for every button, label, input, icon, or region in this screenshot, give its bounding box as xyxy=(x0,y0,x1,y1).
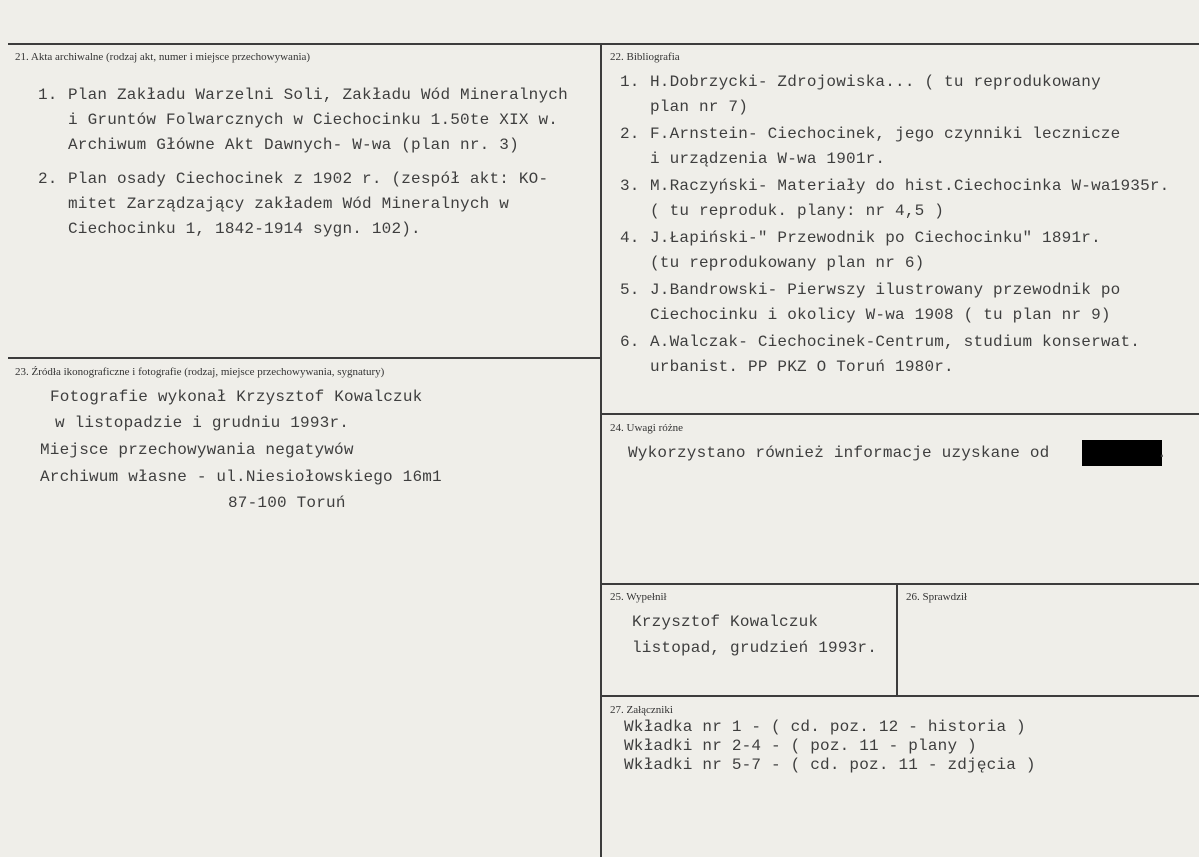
center-divider xyxy=(600,43,602,857)
photo-sources-line-3: Miejsce przechowywania negatywów xyxy=(40,441,354,459)
bibliography-item-2: 2. F.Arnstein- Ciechocinek, jego czynniki lecznicze i urządzenia W-wa 1901r. xyxy=(620,125,1121,168)
section-21-list xyxy=(38,83,568,242)
section-26-label: 26. Sprawdził xyxy=(906,591,968,603)
photo-sources-line-1: Fotografie wykonał Krzysztof Kowalczuk xyxy=(50,388,423,406)
bibliography-item-5: 5. J.Bandrowski- Pierwszy ilustrowany przewodnik po Ciechocinku i okolicy W-wa 1908 ( tu plan nr 9) xyxy=(620,281,1121,324)
filled-by-name: Krzysztof Kowalczuk xyxy=(632,613,819,631)
bibliography-item-1: 1. H.Dobrzycki- Zdrojowiska... ( tu reprodukowany plan nr 7) xyxy=(620,73,1101,116)
remarks-text: Wykorzystano również informacje uzyskane od xyxy=(628,444,1050,462)
attachment-item: Wkładka nr 1 - ( cd. poz. 12 - historia ) xyxy=(624,718,1026,736)
divider-21-23 xyxy=(8,357,601,359)
photo-sources-line-2: w listopadzie i grudniu 1993r. xyxy=(55,414,350,432)
section-22-label: 22. Bibliografia xyxy=(610,51,680,63)
section-27-label: 27. Załączniki xyxy=(610,704,673,716)
section-23-label: 23. Źródła ikonograficzne i fotografie (rodzaj, miejsce przechowywania, sygnatury) xyxy=(15,366,385,378)
bibliography-item-3: 3. M.Raczyński- Materiały do hist.Ciechocinka W-wa1935r. ( tu reproduk. plany: nr 4,5 ) xyxy=(620,177,1170,220)
attachment-item: Wkładki nr 2-4 - ( poz. 11 - plany ) xyxy=(624,737,977,755)
attachment-item: Wkładki nr 5-7 - ( cd. poz. 11 - zdjęcia ) xyxy=(624,756,1036,774)
bibliography-item-6: 6. A.Walczak- Ciechocinek-Centrum, studium konserwat. urbanist. PP PKZ O Toruń 1980r. xyxy=(620,333,1141,376)
divider-22-24 xyxy=(601,413,1199,415)
archive-item-2: 2. Plan osady Ciechocinek z 1902 r. (zespół akt: KO- mitet Zarządzający zakładem Wód Mineralnych w Ciechocinku 1, 1842-1914 sygn. 102). xyxy=(38,170,549,238)
attachments-list xyxy=(624,718,1036,775)
section-25-label: 25. Wypełnił xyxy=(610,591,667,603)
divider-25-26 xyxy=(896,583,898,696)
section-24-label: 24. Uwagi różne xyxy=(610,422,684,434)
redaction-box xyxy=(1082,440,1162,466)
remarks-trailing-period: . xyxy=(1157,444,1167,462)
photo-sources-line-5: 87-100 Toruń xyxy=(228,494,346,512)
bibliography-list xyxy=(620,70,1169,380)
divider-24-25 xyxy=(601,583,1199,585)
archive-item-1: 1. Plan Zakładu Warzelni Soli, Zakładu Wód Mineralnych i Gruntów Folwarcznych w Ciechocinku 1.50te XIX w. Archiwum Główne Akt Dawnych- W-wa (plan nr. 3) xyxy=(38,86,568,154)
photo-sources-line-4: Archiwum własne - ul.Niesiołowskiego 16m1 xyxy=(40,468,442,486)
divider-25-27 xyxy=(601,695,1199,697)
bibliography-item-4: 4. J.Łapiński-" Przewodnik po Ciechocinku" 1891r. (tu reprodukowany plan nr 6) xyxy=(620,229,1101,272)
top-border xyxy=(8,43,1199,45)
filled-by-date: listopad, grudzień 1993r. xyxy=(632,639,878,657)
section-21-label: 21. Akta archiwalne (rodzaj akt, numer i miejsce przechowywania) xyxy=(15,51,311,63)
